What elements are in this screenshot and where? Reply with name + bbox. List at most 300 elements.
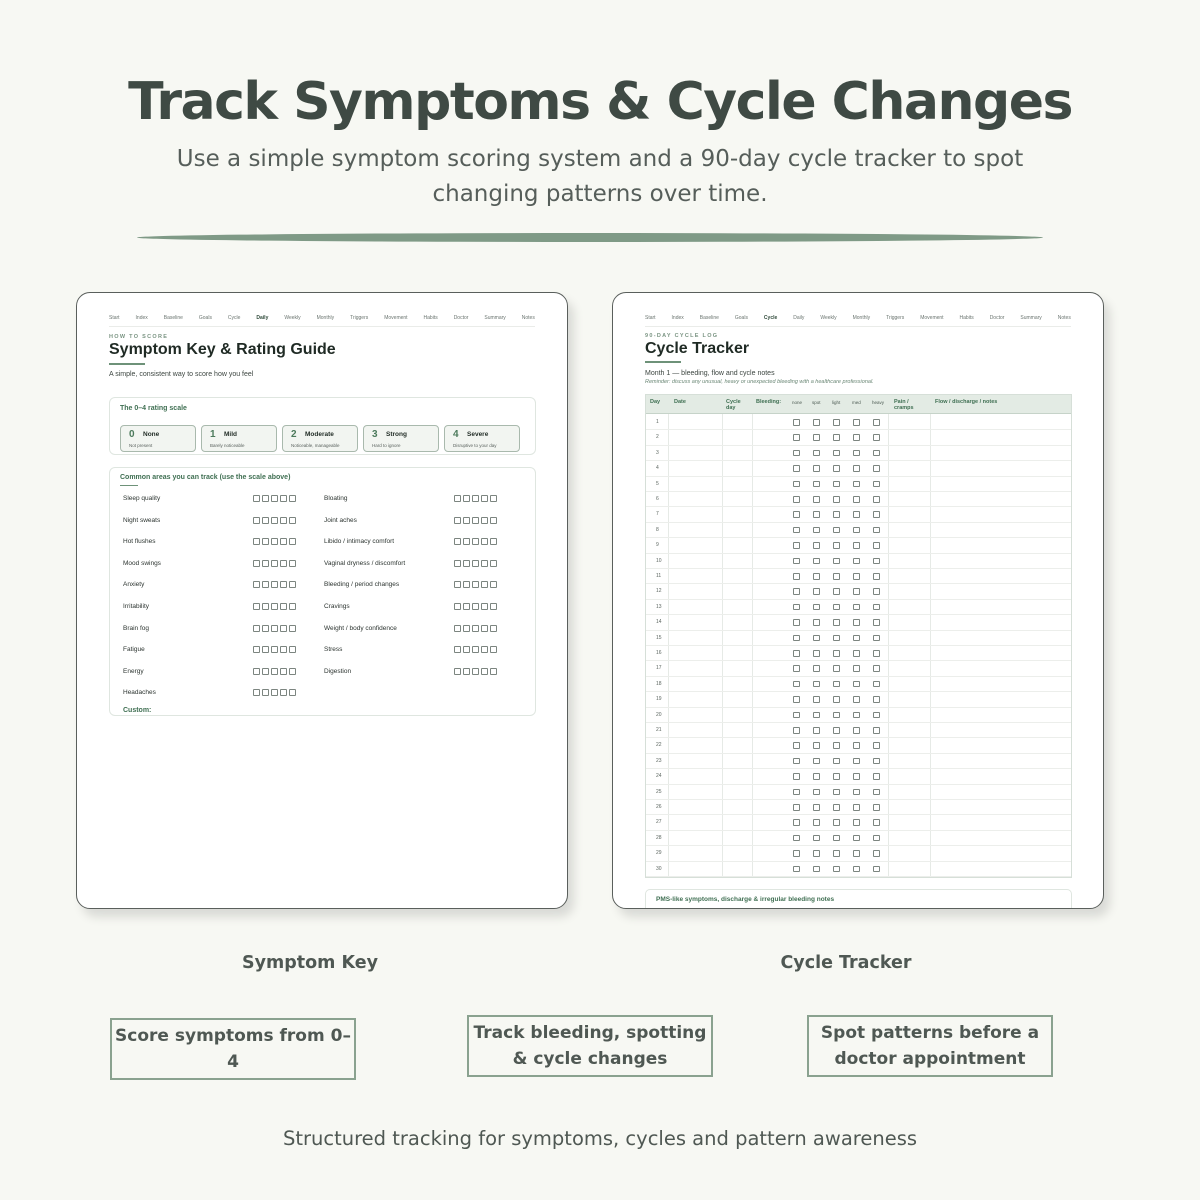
bleeding-checkbox[interactable] — [853, 635, 860, 642]
bleeding-checkbox[interactable] — [793, 588, 800, 595]
nav-tab-triggers[interactable]: Triggers — [886, 315, 905, 321]
rating-checkbox[interactable] — [472, 625, 479, 632]
rating-checkbox[interactable] — [289, 581, 296, 588]
nav-tab-habits[interactable]: Habits — [959, 315, 974, 321]
bleeding-option-light: light — [832, 400, 841, 405]
bleeding-checkbox[interactable] — [833, 742, 840, 749]
bleeding-checkbox[interactable] — [873, 573, 880, 580]
rating-checkboxes — [454, 560, 497, 567]
rating-checkbox[interactable] — [490, 646, 497, 653]
rating-checkboxes — [454, 581, 497, 588]
bleeding-checkbox[interactable] — [853, 742, 860, 749]
bleeding-checkbox[interactable] — [853, 758, 860, 765]
bleeding-checkbox[interactable] — [813, 419, 820, 426]
bleeding-checkbox[interactable] — [813, 573, 820, 580]
rating-checkbox[interactable] — [262, 495, 269, 502]
bleeding-checkbox[interactable] — [793, 511, 800, 518]
nav-tab-habits[interactable]: Habits — [423, 315, 438, 321]
bleeding-checkbox[interactable] — [853, 558, 860, 565]
rating-checkbox[interactable] — [481, 581, 488, 588]
day-number: 25 — [656, 788, 662, 795]
bleeding-checkbox[interactable] — [833, 850, 840, 857]
bleeding-checkbox[interactable] — [853, 619, 860, 626]
rating-checkbox[interactable] — [481, 625, 488, 632]
bleeding-checkbox[interactable] — [853, 542, 860, 549]
rating-checkbox[interactable] — [454, 646, 461, 653]
bleeding-checkbox[interactable] — [793, 681, 800, 688]
bleeding-checkbox[interactable] — [873, 511, 880, 518]
bleeding-checkbox[interactable] — [833, 712, 840, 719]
bleeding-checkbox[interactable] — [853, 419, 860, 426]
nav-tab-goals[interactable]: Goals — [198, 315, 212, 321]
rating-checkbox[interactable] — [289, 646, 296, 653]
bleeding-checkbox[interactable] — [813, 588, 820, 595]
bleeding-checkbox[interactable] — [793, 650, 800, 657]
bleeding-checkbox[interactable] — [833, 696, 840, 703]
bleeding-checkbox[interactable] — [813, 758, 820, 765]
rating-checkbox[interactable] — [472, 581, 479, 588]
bleeding-checkbox[interactable] — [813, 542, 820, 549]
rating-checkbox[interactable] — [472, 603, 479, 610]
bleeding-checkbox[interactable] — [853, 727, 860, 734]
rating-checkbox[interactable] — [280, 668, 287, 675]
rating-checkbox[interactable] — [262, 517, 269, 524]
rating-checkbox[interactable] — [463, 603, 470, 610]
bleeding-checkbox[interactable] — [833, 650, 840, 657]
hero-title: Track Symptoms & Cycle Changes — [128, 72, 1072, 132]
rating-checkbox[interactable] — [289, 517, 296, 524]
bleeding-checkbox[interactable] — [873, 819, 880, 826]
rating-checkbox[interactable] — [463, 581, 470, 588]
rating-checkbox[interactable] — [463, 625, 470, 632]
bleeding-checkbox[interactable] — [793, 527, 800, 534]
bleeding-checkbox[interactable] — [853, 450, 860, 457]
bleeding-checkbox[interactable] — [873, 434, 880, 441]
nav-tab-summary[interactable]: Summary — [1020, 315, 1042, 321]
bleeding-checkbox[interactable] — [813, 835, 820, 842]
bleeding-checkbox[interactable] — [833, 419, 840, 426]
bleeding-checkbox[interactable] — [813, 558, 820, 565]
bleeding-checkbox[interactable] — [833, 773, 840, 780]
rating-checkbox[interactable] — [280, 603, 287, 610]
rating-checkbox[interactable] — [280, 581, 287, 588]
rating-checkbox[interactable] — [271, 517, 278, 524]
bleeding-checkbox[interactable] — [833, 804, 840, 811]
nav-tab-notes[interactable]: Notes — [521, 315, 535, 321]
bleeding-checkbox[interactable] — [873, 604, 880, 611]
bleeding-checkbox[interactable] — [813, 866, 820, 873]
nav-tab-doctor[interactable]: Doctor — [453, 315, 469, 321]
bleeding-checkbox[interactable] — [813, 465, 820, 472]
bleeding-checkbox[interactable] — [793, 573, 800, 580]
bleeding-checkbox[interactable] — [873, 773, 880, 780]
rating-checkbox[interactable] — [253, 560, 260, 567]
rating-checkbox[interactable] — [454, 560, 461, 567]
nav-tab-summary[interactable]: Summary — [484, 315, 506, 321]
bleeding-checkbox[interactable] — [833, 573, 840, 580]
table-row — [646, 477, 1071, 492]
bleeding-checkbox[interactable] — [853, 866, 860, 873]
nav-tab-cycle[interactable]: Cycle — [763, 315, 778, 321]
nav-tab-movement[interactable]: Movement — [384, 315, 408, 321]
bleeding-checkbox[interactable] — [873, 419, 880, 426]
bleeding-checkbox[interactable] — [873, 681, 880, 688]
rating-checkbox[interactable] — [289, 668, 296, 675]
nav-tab-daily[interactable]: Daily — [256, 315, 269, 321]
bleeding-checkbox[interactable] — [873, 527, 880, 534]
rating-checkbox[interactable] — [490, 581, 497, 588]
rating-checkbox[interactable] — [481, 646, 488, 653]
rating-checkbox[interactable] — [271, 646, 278, 653]
table-row — [646, 554, 1071, 569]
bleeding-checkbox[interactable] — [793, 635, 800, 642]
rating-checkbox[interactable] — [253, 646, 260, 653]
bleeding-checkbox[interactable] — [813, 742, 820, 749]
rating-checkbox[interactable] — [262, 668, 269, 675]
rating-checkbox[interactable] — [289, 538, 296, 545]
rating-checkbox[interactable] — [481, 517, 488, 524]
rating-checkbox[interactable] — [463, 668, 470, 675]
bleeding-checkbox[interactable] — [793, 850, 800, 857]
nav-tab-cycle[interactable]: Cycle — [227, 315, 241, 321]
rating-level-3 — [363, 425, 439, 452]
bleeding-checkbox[interactable] — [793, 619, 800, 626]
rating-checkbox[interactable] — [253, 538, 260, 545]
bleeding-checkbox[interactable] — [873, 727, 880, 734]
bleeding-checkbox[interactable] — [793, 604, 800, 611]
rating-checkbox[interactable] — [271, 495, 278, 502]
bleeding-checkbox[interactable] — [873, 804, 880, 811]
bleeding-checkbox[interactable] — [793, 804, 800, 811]
bleeding-checkbox[interactable] — [873, 789, 880, 796]
bleeding-checkbox[interactable] — [813, 434, 820, 441]
bleeding-checkbox[interactable] — [813, 804, 820, 811]
rating-checkbox[interactable] — [289, 689, 296, 696]
rating-checkbox[interactable] — [262, 625, 269, 632]
bleeding-checkbox[interactable] — [873, 588, 880, 595]
bleeding-checkbox[interactable] — [813, 496, 820, 503]
rating-checkbox[interactable] — [280, 689, 287, 696]
table-row — [646, 461, 1071, 476]
nav-tab-index[interactable]: Index — [135, 315, 148, 321]
bleeding-checkbox[interactable] — [873, 650, 880, 657]
caption-symptom-key: Symptom Key — [241, 953, 379, 973]
bleeding-checkbox[interactable] — [853, 835, 860, 842]
rating-checkbox[interactable] — [280, 495, 287, 502]
bleeding-checkbox[interactable] — [873, 696, 880, 703]
rating-checkbox[interactable] — [271, 625, 278, 632]
nav-tab-monthly[interactable]: Monthly — [852, 315, 871, 321]
rating-checkbox[interactable] — [262, 560, 269, 567]
bleeding-checkbox[interactable] — [793, 758, 800, 765]
rating-checkbox[interactable] — [463, 495, 470, 502]
bleeding-checkbox[interactable] — [813, 789, 820, 796]
rating-checkbox[interactable] — [481, 668, 488, 675]
table-row — [646, 584, 1071, 599]
rating-checkbox[interactable] — [289, 625, 296, 632]
bleeding-checkbox[interactable] — [813, 619, 820, 626]
bleeding-checkbox[interactable] — [853, 696, 860, 703]
bleeding-checkbox[interactable] — [873, 465, 880, 472]
rating-checkbox[interactable] — [490, 538, 497, 545]
bleeding-checkbox[interactable] — [873, 558, 880, 565]
nav-tab-baseline[interactable]: Baseline — [163, 315, 183, 321]
day-number: 24 — [656, 773, 662, 780]
rating-checkbox[interactable] — [490, 625, 497, 632]
bleeding-checkbox[interactable] — [833, 450, 840, 457]
bleeding-checkbox[interactable] — [853, 665, 860, 672]
rating-checkbox[interactable] — [271, 581, 278, 588]
nav-tab-start[interactable]: Start — [645, 315, 656, 321]
bleeding-checkbox[interactable] — [873, 635, 880, 642]
areas-underline — [120, 485, 138, 486]
bleeding-checkbox[interactable] — [873, 758, 880, 765]
rating-checkbox[interactable] — [253, 517, 260, 524]
rating-word: Severe — [467, 431, 489, 438]
bleeding-checkbox[interactable] — [873, 665, 880, 672]
bleeding-checkbox[interactable] — [833, 635, 840, 642]
rating-checkbox[interactable] — [280, 538, 287, 545]
bleeding-checkbox[interactable] — [853, 588, 860, 595]
rating-number: 3 — [372, 429, 378, 440]
rating-checkbox[interactable] — [253, 581, 260, 588]
bleeding-checkbox[interactable] — [793, 773, 800, 780]
rating-checkbox[interactable] — [472, 517, 479, 524]
bleeding-checkbox[interactable] — [833, 619, 840, 626]
rating-checkbox[interactable] — [253, 495, 260, 502]
rating-checkbox[interactable] — [454, 538, 461, 545]
rating-checkbox[interactable] — [262, 581, 269, 588]
rating-checkbox[interactable] — [253, 689, 260, 696]
symptom-label: Vaginal dryness / discomfort — [324, 559, 406, 567]
bleeding-checkbox[interactable] — [833, 527, 840, 534]
bleeding-checkbox[interactable] — [793, 450, 800, 457]
rating-checkbox[interactable] — [472, 646, 479, 653]
bleeding-checkbox[interactable] — [793, 866, 800, 873]
rating-checkbox[interactable] — [289, 560, 296, 567]
bleeding-checkbox[interactable] — [793, 712, 800, 719]
bleeding-checkbox[interactable] — [833, 866, 840, 873]
bleeding-checkbox[interactable] — [793, 542, 800, 549]
rating-checkbox[interactable] — [289, 603, 296, 610]
rating-checkbox[interactable] — [472, 668, 479, 675]
bleeding-checkbox[interactable] — [853, 496, 860, 503]
symptom-row — [324, 517, 524, 527]
nav-tab-doctor[interactable]: Doctor — [989, 315, 1005, 321]
nav-tab-index[interactable]: Index — [671, 315, 684, 321]
rating-checkbox[interactable] — [481, 538, 488, 545]
bleeding-checkbox[interactable] — [853, 650, 860, 657]
bleeding-checkbox[interactable] — [873, 450, 880, 457]
bleeding-checkbox[interactable] — [833, 665, 840, 672]
nav-tab-goals[interactable]: Goals — [734, 315, 748, 321]
nav-tab-triggers[interactable]: Triggers — [350, 315, 369, 321]
bleeding-checkbox[interactable] — [833, 588, 840, 595]
rating-checkbox[interactable] — [472, 495, 479, 502]
rating-checkbox[interactable] — [454, 668, 461, 675]
bleeding-checkbox[interactable] — [873, 496, 880, 503]
bleeding-checkbox[interactable] — [873, 866, 880, 873]
rating-checkbox[interactable] — [271, 689, 278, 696]
rating-checkbox[interactable] — [262, 603, 269, 610]
bleeding-checkbox[interactable] — [833, 511, 840, 518]
bleeding-checkbox[interactable] — [813, 819, 820, 826]
bleeding-checkbox[interactable] — [833, 681, 840, 688]
bleeding-checkbox[interactable] — [813, 850, 820, 857]
bleeding-checkbox[interactable] — [873, 742, 880, 749]
rating-checkbox[interactable] — [472, 560, 479, 567]
rating-checkbox[interactable] — [271, 538, 278, 545]
rating-checkbox[interactable] — [262, 538, 269, 545]
rating-checkbox[interactable] — [253, 603, 260, 610]
bleeding-checkbox[interactable] — [853, 681, 860, 688]
bleeding-checkbox[interactable] — [833, 819, 840, 826]
bleeding-checkbox[interactable] — [813, 511, 820, 518]
bleeding-checkbox[interactable] — [793, 835, 800, 842]
bleeding-checkbox[interactable] — [793, 789, 800, 796]
bleeding-checkbox[interactable] — [833, 789, 840, 796]
rating-checkbox[interactable] — [280, 625, 287, 632]
day-number: 2 — [656, 434, 659, 441]
bleeding-checkbox[interactable] — [873, 850, 880, 857]
bleeding-checkbox[interactable] — [793, 465, 800, 472]
bleeding-checkbox[interactable] — [813, 527, 820, 534]
rating-checkbox[interactable] — [490, 668, 497, 675]
nav-tab-daily[interactable]: Daily — [793, 315, 805, 321]
rating-checkbox[interactable] — [280, 646, 287, 653]
bleeding-checkbox[interactable] — [813, 635, 820, 642]
rating-checkbox[interactable] — [490, 560, 497, 567]
bleeding-checkbox[interactable] — [813, 481, 820, 488]
bleeding-checkbox[interactable] — [813, 681, 820, 688]
bleeding-checkbox[interactable] — [873, 619, 880, 626]
bleeding-checkbox[interactable] — [833, 465, 840, 472]
nav-tab-movement[interactable]: Movement — [920, 315, 944, 321]
rating-checkbox[interactable] — [454, 517, 461, 524]
rating-checkbox[interactable] — [280, 517, 287, 524]
feature-track-bleeding: Track bleeding, spotting & cycle changes — [467, 1015, 713, 1077]
bleeding-checkbox[interactable] — [833, 604, 840, 611]
bleeding-checkbox[interactable] — [793, 665, 800, 672]
bleeding-checkbox[interactable] — [873, 542, 880, 549]
day-number: 5 — [656, 480, 659, 487]
nav-tab-monthly[interactable]: Monthly — [316, 315, 335, 321]
nav-tab-weekly[interactable]: Weekly — [820, 315, 837, 321]
bleeding-checkbox[interactable] — [813, 712, 820, 719]
bleeding-checkbox[interactable] — [873, 481, 880, 488]
bleeding-checkbox[interactable] — [793, 434, 800, 441]
bleeding-checkbox[interactable] — [853, 434, 860, 441]
bleeding-checkbox[interactable] — [833, 758, 840, 765]
rating-checkbox[interactable] — [262, 646, 269, 653]
symptom-areas-panel — [109, 467, 536, 716]
bleeding-checkbox[interactable] — [793, 819, 800, 826]
bleeding-checkbox[interactable] — [833, 542, 840, 549]
bleeding-checkbox[interactable] — [853, 481, 860, 488]
bleeding-checkbox[interactable] — [833, 727, 840, 734]
day-number: 12 — [656, 588, 662, 595]
rating-checkbox[interactable] — [481, 560, 488, 567]
rating-checkbox[interactable] — [271, 603, 278, 610]
bleeding-checkbox[interactable] — [813, 604, 820, 611]
bleeding-checkbox[interactable] — [853, 527, 860, 534]
rating-checkbox[interactable] — [454, 625, 461, 632]
nav-tab-notes[interactable]: Notes — [1057, 315, 1071, 321]
bleeding-checkbox[interactable] — [853, 773, 860, 780]
bleeding-checkbox[interactable] — [833, 434, 840, 441]
bleeding-checkbox[interactable] — [793, 481, 800, 488]
rating-checkbox[interactable] — [454, 581, 461, 588]
bleeding-checkbox[interactable] — [853, 789, 860, 796]
bleeding-checkbox[interactable] — [853, 465, 860, 472]
bleeding-checkbox[interactable] — [793, 496, 800, 503]
rating-checkbox[interactable] — [289, 495, 296, 502]
bleeding-checkbox[interactable] — [793, 696, 800, 703]
bleeding-checkbox[interactable] — [813, 665, 820, 672]
rating-checkbox[interactable] — [280, 560, 287, 567]
rating-checkbox[interactable] — [454, 495, 461, 502]
rating-checkbox[interactable] — [490, 517, 497, 524]
rating-checkbox[interactable] — [463, 646, 470, 653]
rating-checkbox[interactable] — [481, 603, 488, 610]
table-row — [646, 446, 1071, 461]
nav-tab-start[interactable]: Start — [109, 315, 120, 321]
rating-checkbox[interactable] — [463, 538, 470, 545]
rating-checkbox[interactable] — [253, 668, 260, 675]
bleeding-checkbox[interactable] — [813, 727, 820, 734]
rating-checkbox[interactable] — [472, 538, 479, 545]
bleeding-checkbox[interactable] — [813, 450, 820, 457]
bleeding-checkbox[interactable] — [853, 573, 860, 580]
bleeding-checkbox[interactable] — [793, 558, 800, 565]
bleeding-checkbox[interactable] — [813, 773, 820, 780]
bleeding-checkbox[interactable] — [853, 712, 860, 719]
symptom-areas-title: Common areas you can track (use the scale above) — [120, 474, 291, 481]
rating-checkboxes — [454, 603, 497, 610]
bleeding-checkbox[interactable] — [853, 511, 860, 518]
rating-checkbox[interactable] — [454, 603, 461, 610]
bleeding-checkbox[interactable] — [873, 712, 880, 719]
nav-tab-weekly[interactable]: Weekly — [284, 315, 301, 321]
rating-checkbox[interactable] — [262, 689, 269, 696]
bleeding-checkbox[interactable] — [833, 558, 840, 565]
symptom-row — [324, 668, 524, 678]
bleeding-checkbox[interactable] — [833, 481, 840, 488]
bleeding-checkbox[interactable] — [853, 819, 860, 826]
bleeding-checkbox[interactable] — [873, 835, 880, 842]
symptom-row — [123, 603, 323, 613]
bleeding-checkbox[interactable] — [793, 742, 800, 749]
bleeding-checkbox[interactable] — [833, 496, 840, 503]
bleeding-checkbox[interactable] — [813, 650, 820, 657]
rating-checkbox[interactable] — [463, 517, 470, 524]
rating-checkbox[interactable] — [271, 668, 278, 675]
bleeding-checkbox[interactable] — [813, 696, 820, 703]
bleeding-checkbox[interactable] — [793, 419, 800, 426]
rating-checkbox[interactable] — [253, 625, 260, 632]
rating-checkbox[interactable] — [271, 560, 278, 567]
bleeding-checkbox[interactable] — [853, 604, 860, 611]
nav-tab-baseline[interactable]: Baseline — [699, 315, 719, 321]
rating-checkbox[interactable] — [463, 560, 470, 567]
rating-checkbox[interactable] — [490, 603, 497, 610]
bleeding-checkbox[interactable] — [793, 727, 800, 734]
bleeding-checkbox[interactable] — [853, 804, 860, 811]
bleeding-checkbox[interactable] — [853, 850, 860, 857]
bleeding-checkbox[interactable] — [833, 835, 840, 842]
rating-checkbox[interactable] — [490, 495, 497, 502]
rating-checkbox[interactable] — [481, 495, 488, 502]
